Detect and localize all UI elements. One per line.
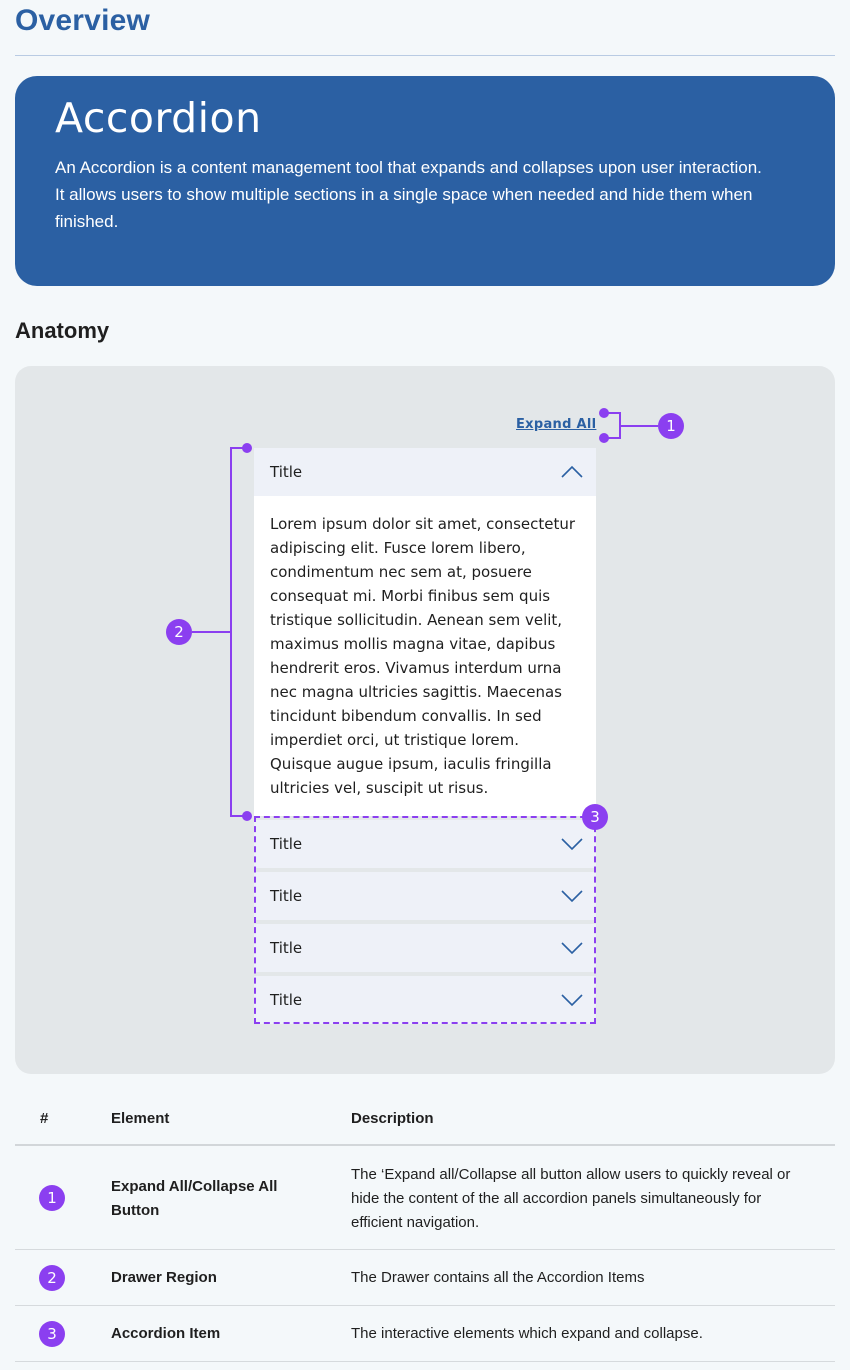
anatomy-heading: Anatomy xyxy=(15,318,110,343)
accordion-item-title: Title xyxy=(270,887,303,905)
accordion-item-title: Title xyxy=(270,939,303,957)
table-header-divider xyxy=(15,1144,835,1146)
row-description: The ‘Expand all/Collapse all button allow users to quickly reveal or hide the content of the all accordion panels simultaneously for efficient navigation. xyxy=(351,1166,791,1231)
callout-1 xyxy=(599,408,684,443)
callout-3-label: 3 xyxy=(590,808,600,826)
hero-title: Accordion xyxy=(55,94,262,142)
callout-2 xyxy=(166,443,252,821)
row-element: Expand All/Collapse All Button xyxy=(111,1178,278,1219)
row-number-badge: 3 xyxy=(39,1321,65,1347)
table-row-divider xyxy=(15,1361,835,1362)
callout-2-label: 2 xyxy=(174,623,184,641)
accordion-body-text: Lorem ipsum dolor sit amet, consectetur adipiscing elit. Fusce lorem libero, condimentum nec sem at, posuere consequat mi. Morbi finibus sem quis tristique sollicitudin. Aenean sem velit, maximus mollis magna vitae, dapibus hendrerit eros. Vivamus interdum urna nec magna ultricies sagittis. Maecenas tincidunt bibendum convallis. In sed imperdiet orci, ut tristique lorem. Quisque augue ipsum, iaculis fringilla ultricies vel, suscipit ut risus. xyxy=(270,515,576,797)
row-description: The Drawer contains all the Accordion Items xyxy=(351,1269,645,1286)
overview-heading: Overview xyxy=(15,4,151,37)
accordion-item-title: Title xyxy=(270,991,303,1009)
table-row-divider xyxy=(15,1249,835,1250)
row-element: Accordion Item xyxy=(111,1325,221,1342)
callout-1-label: 1 xyxy=(666,417,676,435)
row-number-badge: 1 xyxy=(39,1185,65,1211)
callout-3 xyxy=(582,804,608,830)
row-element: Drawer Region xyxy=(111,1269,217,1286)
table-header-num: # xyxy=(40,1110,49,1127)
table-row-divider xyxy=(15,1305,835,1306)
accordion-item-title: Title xyxy=(270,835,303,853)
hero-description: An Accordion is a content management tool that expands and collapses upon user interaction. It allows users to show multiple sections in a single space when needed and hide them when finished. xyxy=(55,158,762,231)
table-header-element: Element xyxy=(111,1110,170,1127)
table-header-description: Description xyxy=(351,1110,434,1127)
accordion-item-title: Title xyxy=(270,463,303,481)
row-number-badge: 2 xyxy=(39,1265,65,1291)
expand-all-link[interactable]: Expand All xyxy=(516,417,597,432)
row-description: The interactive elements which expand and collapse. xyxy=(351,1325,703,1342)
